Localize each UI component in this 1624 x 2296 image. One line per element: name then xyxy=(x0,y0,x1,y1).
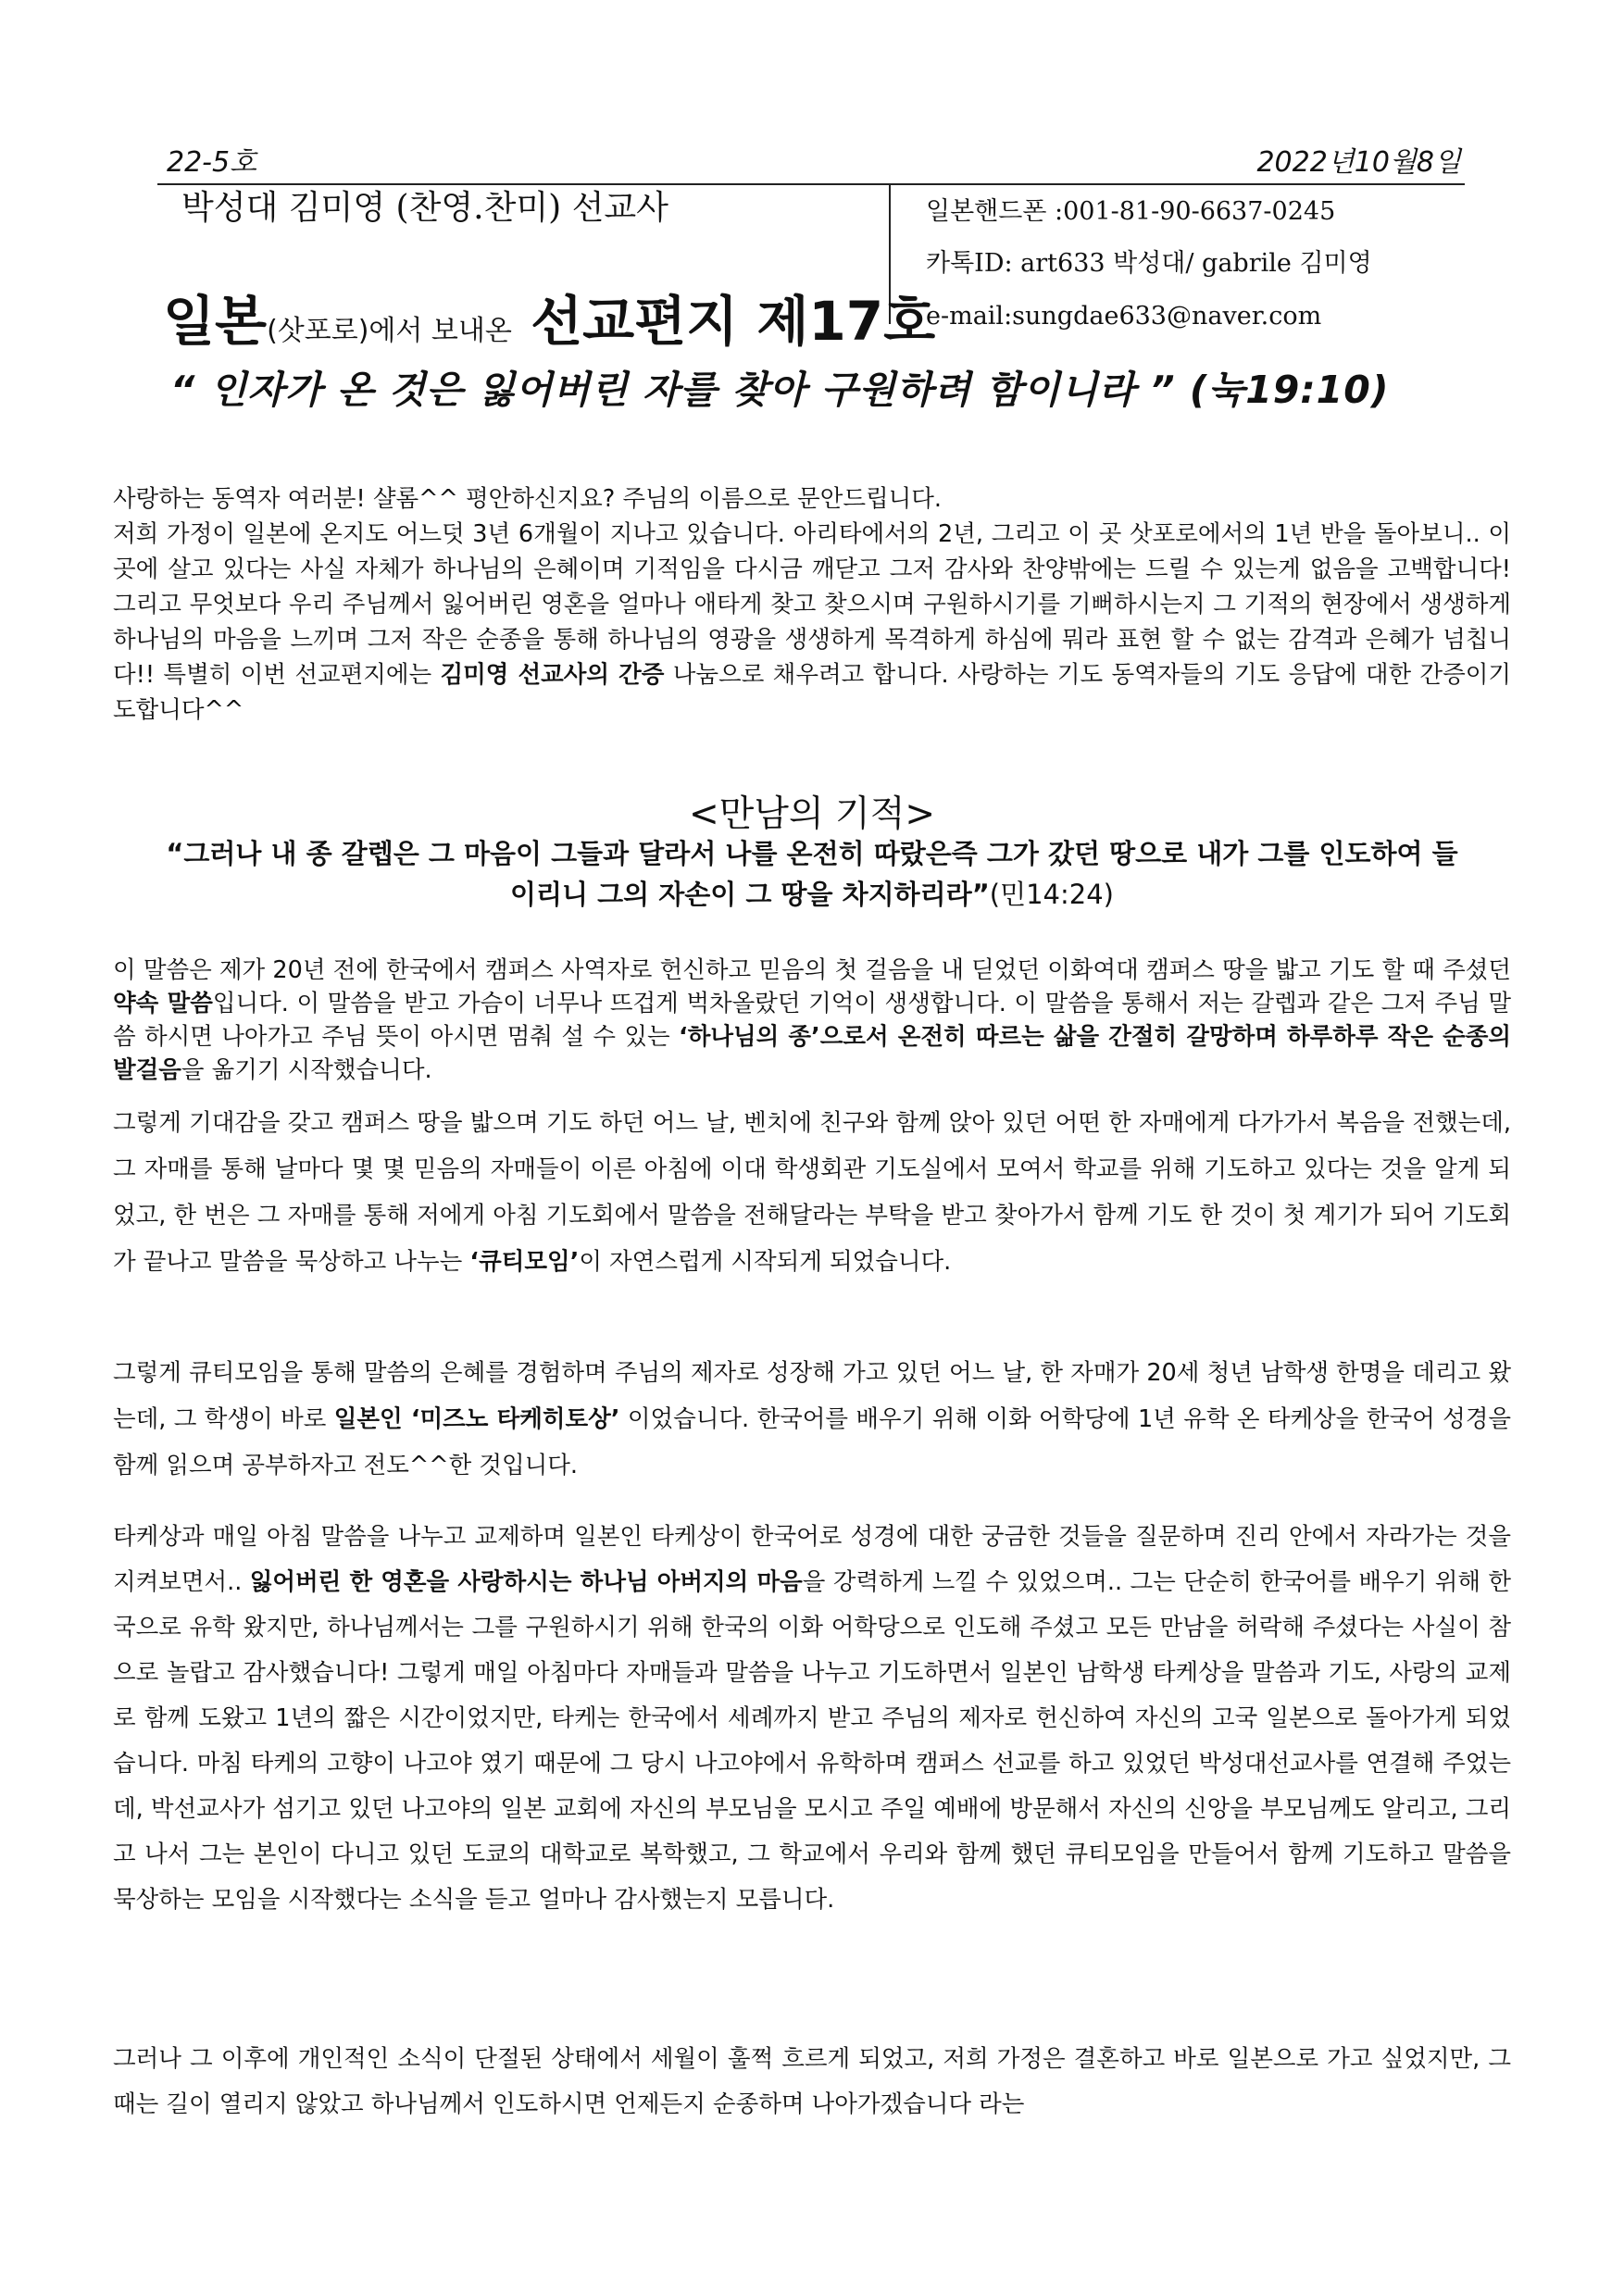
p2-text-b: 이 자연스럽게 시작되게 되었습니다. xyxy=(579,1248,952,1276)
contact-email: e-mail:sungdae633@naver.com xyxy=(926,302,1322,331)
p2-bold-qt: ‘큐티모임’ xyxy=(469,1248,580,1276)
section-verse-text: “그러나 내 종 갈렙은 그 마음이 그들과 달라서 나를 온전히 따랐은즉 그가 갔던 땅으로 내가 그를 인도하여 들이리니 그의 자손이 그 땅을 차지하리라” xyxy=(166,838,1458,910)
p3-bold-name: 일본인 ‘미즈노 타케히토상’ xyxy=(333,1405,620,1433)
contact-kakao: 카톡ID: art633 박성대/ gabrile 김미영 xyxy=(926,249,1372,278)
paragraph-5: 그러나 그 이후에 개인적인 소식이 단절된 상태에서 세월이 훌쩍 흐르게 되었고, 저희 가정은 결혼하고 바로 일본으로 가고 싶었지만, 그 때는 길이 열리지 않았고 하나님께서 인도하시면 언제든지 순종하며 나아가겠습니다 라는 xyxy=(113,2045,1511,2118)
title-sent-from: 에서 보내온 xyxy=(369,315,512,347)
paragraph-1 xyxy=(113,954,1511,1087)
greeting-paragraph xyxy=(113,517,1511,728)
issue-date: 2022년10월8일 xyxy=(1256,146,1461,179)
greeting-block xyxy=(113,481,1511,728)
p3-text-b: 이었습니다. 한국어를 배우기 위해 이화 어학당에 1년 유학 온 타케상을 한국어 성경을 함께 읽으며 공부하자고 전도^^한 것입니다. xyxy=(113,1405,1512,1479)
p3-text-a: 그렇게 큐티모임을 통해 말씀의 은혜를 경험하며 주님의 제자로 성장해 가고 있던 어느 날, 한 자매가 20세 청년 남학생 한명을 데리고 왔는데, 그 학생이 바로 xyxy=(113,1359,1511,1433)
p1-bold-promise: 약속 말씀 xyxy=(113,990,213,1017)
issue-number: 22-5호 xyxy=(167,146,257,179)
p4-text-b: 을 강력하게 느낄 수 있었으며.. 그는 단순히 한국어를 배우기 위해 한국으로 유학 왔지만, 하나님께서는 그를 구원하시기 위해 한국의 이화 어학당으로 인도해 주셨고 모든 만남을 허락해 주셨다는 사실이 참으로 놀랍고 감사했습니다! 그렇게 매일 아침마다 자매들과 말씀을 나누고 기도하면서 일본인 남학생 타케상을 말씀과 기도, 사랑의 교제로 함께 도왔고 1년의 짧은 시간이었지만, 타케는 한국에서 세례까지 받고 주님의 제자로 헌신하여 자신의 고국 일본으로 돌아가게 되었습니다. 마침 타케의 고향이 나고야 였기 때문에 그 당시 나고야에서 유학하며 캠퍼스 선교를 하고 있었던 박성대선교사를 연결해 주었는데, 박선교사가 섬기고 있던 나고야의 일본 교회에 자신의 부모님을 모시고 주일 예배에 방문해서 자신의 신앙을 부모님께도 알리고, 그리고 나서 그는 본인이 다니고 있던 도쿄의 대학교로 복학했고, 그 학교에서 우리와 함께 했던 큐티모임을 만들어서 함께 기도하고 말씀을 묵상하는 모임을 시작했다는 소식을 듣고 얼마나 감사했는지 모릅니다. xyxy=(113,1568,1511,1914)
p4-bold-heart: 잃어버린 한 영혼을 사랑하시는 하나님 아버지의 마음 xyxy=(249,1568,803,1596)
p1-text-b: 입니다. 이 말씀을 받고 가슴이 너무나 뜨겁게 벅차올랐던 기억이 생생합니다. 이 말씀을 통해서 저는 갈렙과 같은 그저 주님 말씀 하시면 나아가고 주님 뜻이 아시면 멈춰 설 수 있는 xyxy=(113,990,1511,1051)
greeting-bold: 김미영 선교사의 간증 xyxy=(440,661,665,689)
title-sapporo: (삿포로) xyxy=(267,315,369,347)
greeting-text-b: 나눔으로 채우려고 합니다. 사랑하는 기도 동역자들의 기도 응답에 대한 간증이기도합니다^^ xyxy=(113,661,1512,724)
section-verse-ref: (민14:24) xyxy=(989,879,1114,910)
missionary-names: 박성대 김미영 (찬영.찬미) 선교사 xyxy=(181,189,668,227)
paragraph-4 xyxy=(113,1515,1511,1923)
paragraph-2 xyxy=(113,1100,1511,1285)
p4-text-a: 타케상과 매일 아침 말씀을 나누고 교제하며 일본인 타케상이 한국어로 성경에 대한 궁금한 것들을 질문하며 진리 안에서 자라가는 것을 지켜보면서.. xyxy=(113,1523,1511,1596)
greeting-text-a: 저희 가정이 일본에 온지도 어느덧 3년 6개월이 지나고 있습니다. 아리타에서의 2년, 그리고 이 곳 삿포로에서의 1년 반을 돌아보니.. 이 곳에 살고 있다는 사실 자체가 하나님의 은혜이며 기적임을 다시금 깨닫고 그저 감사와 찬양밖에는 드릴 수 있는게 없음을 고백합니다! 그리고 무엇보다 우리 주님께서 잃어버린 영혼을 얼마나 애타게 찾고 찾으시며 구원하시기를 기뻐하시는지 그 기적의 현장에서 생생하게 하나님의 마음을 느끼며 그저 작은 순종을 통해 하나님의 영광을 생생하게 목격하게 하심에 뭐라 표현 할 수 없는 감격과 은혜가 넘칩니다!! 특별히 이번 선교편지에는 xyxy=(113,520,1511,689)
greeting-line: 사랑하는 동역자 여러분! 샬롬^^ 평안하신지요? 주님의 이름으로 문안드립니다. xyxy=(113,485,942,513)
header-verse: “ 인자가 온 것은 잃어버린 자를 찾아 구원하려 함이니라 ” (눅19:10) xyxy=(170,368,1390,412)
p1-bold-servant: ‘하나님의 종’으로서 온전히 따르는 삶을 간절히 갈망하며 하루하루 작은 순종의 발걸음 xyxy=(113,1023,1511,1084)
section-verse xyxy=(157,833,1467,915)
p1-text-a: 이 말씀은 제가 20년 전에 한국에서 캠퍼스 사역자로 헌신하고 믿음의 첫 걸음을 내 딛었던 이화여대 캠퍼스 땅을 밟고 기도 할 때 주셨던 xyxy=(113,956,1511,984)
title-letter-number: 선교편지 제17호 xyxy=(531,290,936,353)
title-japan: 일본 xyxy=(163,290,268,353)
p2-text-a: 그렇게 기대감을 갖고 캠퍼스 땅을 밟으며 기도 하던 어느 날, 벤치에 친구와 함께 앉아 있던 어떤 한 자매에게 다가가서 복음을 전했는데, 그 자매를 통해 날마다 몇 몇 믿음의 자매들이 이른 아침에 이대 학생회관 기도실에서 모여서 학교를 위해 기도하고 있다는 것을 알게 되었고, 한 번은 그 자매를 통해 저에게 아침 기도회에서 말씀을 전해달라는 부탁을 받고 찾아가서 함께 기도 한 것이 첫 계기가 되어 기도회가 끝나고 말씀을 묵상하고 나누는 xyxy=(113,1109,1511,1276)
p1-text-c: 을 옮기기 시작했습니다. xyxy=(181,1056,432,1084)
paragraph-3 xyxy=(113,1350,1511,1489)
contact-phone: 일본핸드폰 :001-81-90-6637-0245 xyxy=(926,197,1336,226)
letter-title xyxy=(163,278,935,356)
section-title: <만남의 기적> xyxy=(688,793,936,835)
